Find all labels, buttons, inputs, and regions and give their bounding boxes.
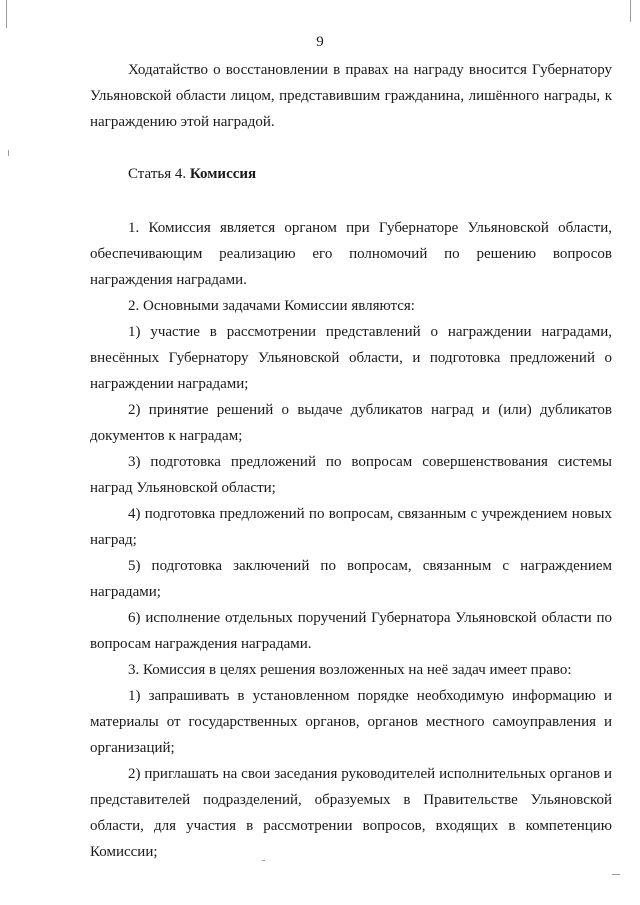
document-body	[90, 57, 612, 865]
intro-paragraph: Ходатайство о восстановлении в правах на награду вносится Губернатору Ульяновской области лицом, представившим гражданина, лишённого награды, к награждению этой наградой.	[90, 62, 612, 130]
paragraph-11: 2) приглашать на свои заседания руководителей исполнительных органов и представителей подразделений, образуемых в Правительстве Ульяновской области, для участия в рассмотрении вопросов, входящих в компетенцию Комиссии;	[90, 766, 612, 860]
paragraph-2: 2. Основными задачами Комиссии являются:	[128, 298, 415, 314]
scan-mark	[262, 860, 265, 861]
paragraph-3: 1) участие в рассмотрении представлений о награждении наградами, внесённых Губернатору Ульяновской области, и подготовка предложений о награждении наградами;	[90, 324, 612, 392]
spacer	[90, 187, 612, 215]
article-heading	[90, 161, 612, 187]
article-title: Комиссия	[189, 166, 257, 182]
paragraph-10: 1) запрашивать в установленном порядке необходимую информацию и материалы от государственных органов, органов местного самоуправления и организаций;	[90, 688, 612, 756]
paragraph-4: 2) принятие решений о выдаче дубликатов наград и (или) дубликатов документов к наградам;	[90, 402, 612, 444]
page-number: 9	[316, 34, 324, 50]
paragraph-6: 4) подготовка предложений по вопросам, связанным с учреждением новых наград;	[90, 506, 612, 548]
paragraph-8: 6) исполнение отдельных поручений Губернатора Ульяновской области по вопросам награждения наградами.	[90, 610, 612, 652]
paragraph-7: 5) подготовка заключений по вопросам, связанным с награждением наградами;	[90, 558, 612, 600]
article-prefix: Статья 4.	[128, 166, 187, 182]
scan-mark	[630, 0, 631, 22]
paragraph-1: 1. Комиссия является органом при Губернаторе Ульяновской области, обеспечивающим реализацию его полномочий по решению вопросов награждения наградами.	[90, 220, 612, 288]
scan-mark	[6, 0, 7, 28]
paragraph-9: 3. Комиссия в целях решения возложенных на неё задач имеет право:	[128, 662, 572, 678]
spacer	[90, 135, 612, 161]
scan-mark	[612, 874, 620, 875]
paragraph-5: 3) подготовка предложений по вопросам совершенствования системы наград Ульяновской области;	[90, 454, 612, 496]
scan-mark	[8, 150, 9, 156]
